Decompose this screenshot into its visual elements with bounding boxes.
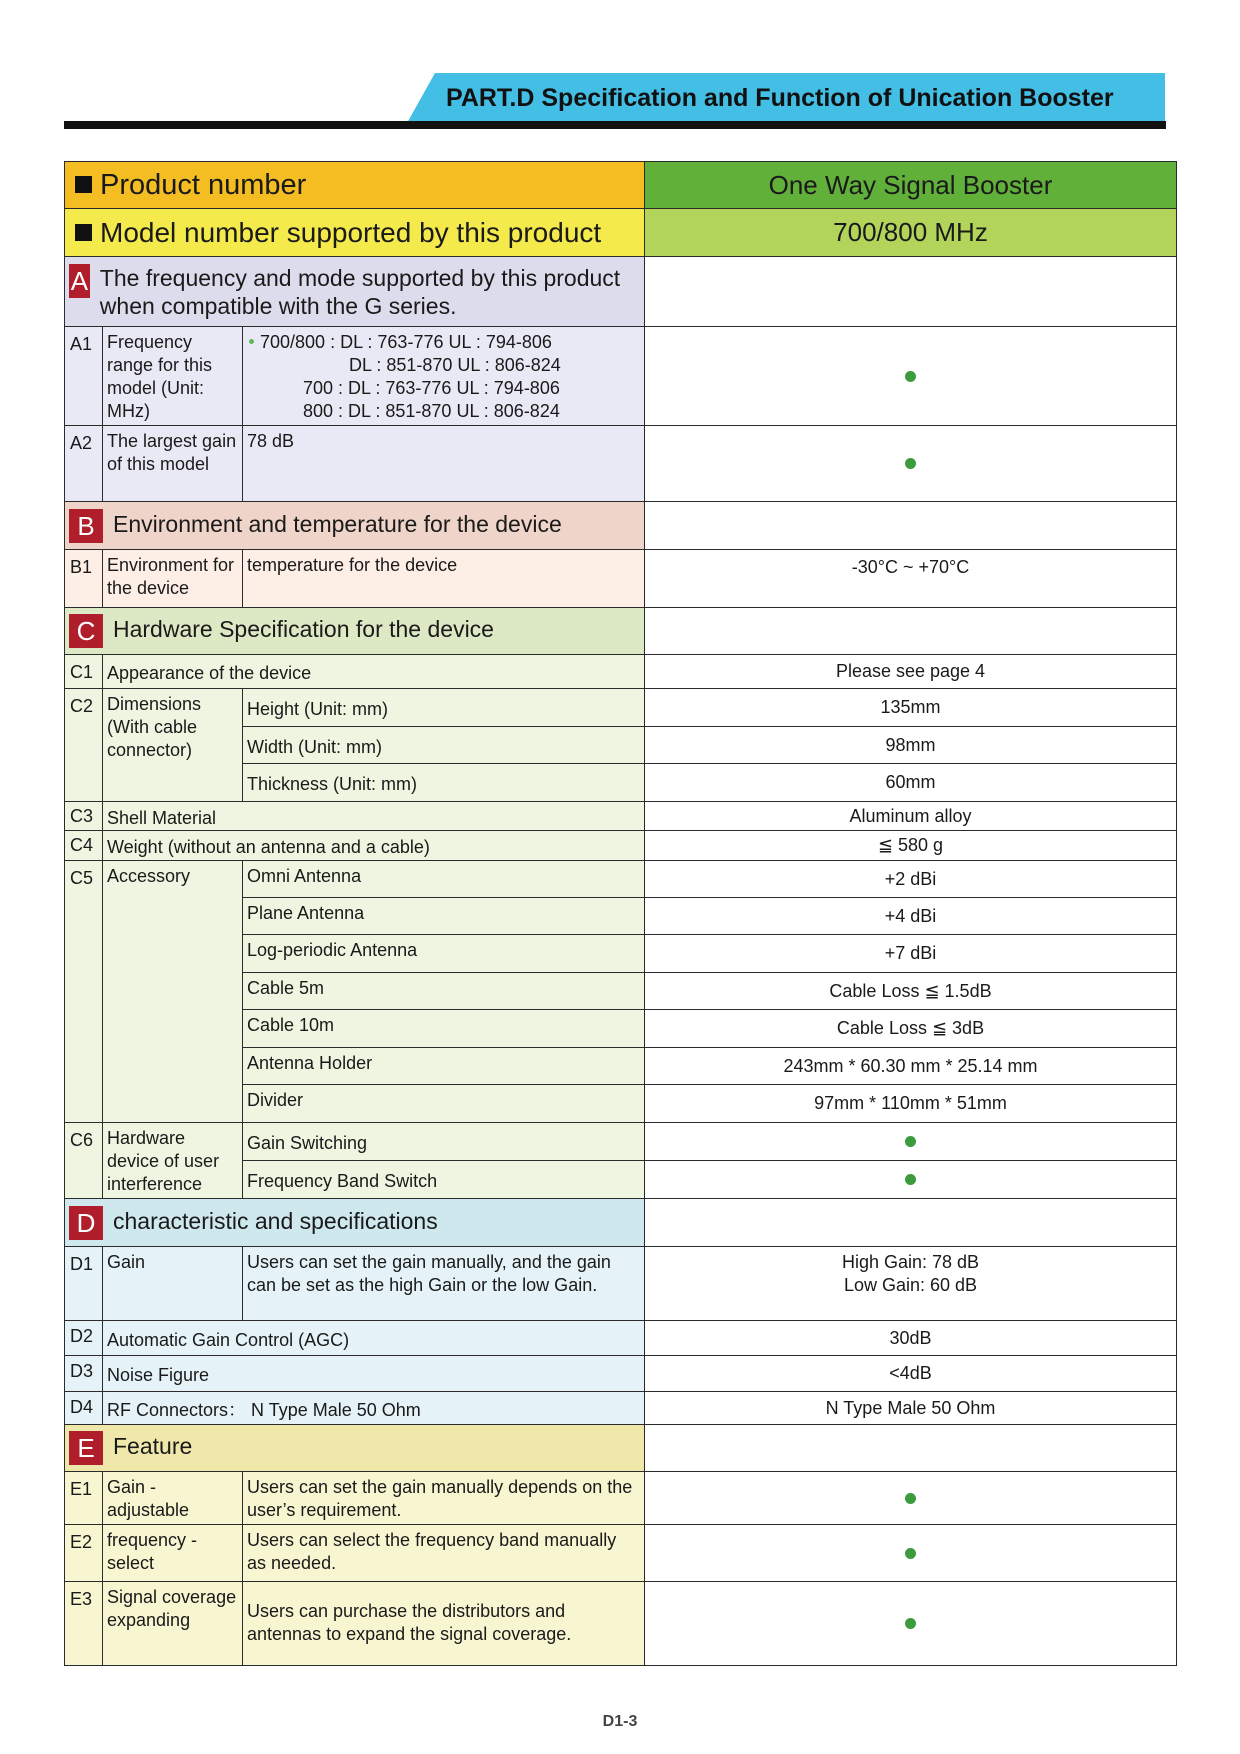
row-label: frequency -select: [103, 1525, 243, 1582]
bullet-icon: [249, 339, 254, 344]
row-label: Accessory: [103, 861, 243, 1123]
model-number-value: 700/800 MHz: [645, 209, 1177, 257]
product-number-row: [65, 162, 1177, 209]
sub-value: 98mm: [645, 727, 1177, 764]
row-code: C6: [65, 1123, 103, 1199]
row-c3: [65, 802, 1177, 831]
section-title: characteristic and specifications: [113, 1207, 438, 1234]
row-desc: 78 dB: [243, 426, 645, 502]
section-c-header: [65, 608, 1177, 655]
sub-label: Divider: [243, 1085, 645, 1123]
row-code: D3: [65, 1356, 103, 1392]
row-value: ≦ 580 g: [645, 831, 1177, 861]
square-bullet-icon: [75, 224, 92, 241]
row-code: C3: [65, 802, 103, 831]
product-number-label: Product number: [65, 162, 645, 209]
row-label: Automatic Gain Control (AGC): [103, 1321, 645, 1356]
supported-dot-icon: [905, 1548, 916, 1559]
row-a1: [65, 327, 1177, 426]
row-label: Frequency range for this model (Unit: MHz): [103, 327, 243, 426]
supported-dot-icon: [905, 1493, 916, 1504]
sub-label: Cable 10m: [243, 1010, 645, 1048]
section-b-header: [65, 502, 1177, 550]
row-d4: [65, 1392, 1177, 1425]
row-code: C1: [65, 655, 103, 689]
row-code: B1: [65, 550, 103, 608]
sub-value: Cable Loss ≦ 1.5dB: [645, 973, 1177, 1010]
row-d2: [65, 1321, 1177, 1356]
row-label: RF Connectors： N Type Male 50 Ohm: [103, 1392, 645, 1425]
row-code: A1: [65, 327, 103, 426]
section-title: Feature: [113, 1433, 193, 1460]
supported-dot-icon: [905, 458, 916, 469]
product-number-value: One Way Signal Booster: [645, 162, 1177, 209]
gain-values: High Gain: 78 dB Low Gain: 60 dB: [645, 1247, 1177, 1321]
sub-value: 60mm: [645, 764, 1177, 802]
row-c2: [65, 689, 1177, 727]
model-number-label: Model number supported by this product: [65, 209, 645, 257]
sub-label: Frequency Band Switch: [243, 1161, 645, 1199]
section-a-header: [65, 257, 1177, 327]
sub-label: Log-periodic Antenna: [243, 935, 645, 973]
row-d3: [65, 1356, 1177, 1392]
row-code: E2: [65, 1525, 103, 1582]
spec-table: [64, 161, 1177, 1666]
square-bullet-icon: [75, 176, 92, 193]
row-e3: [65, 1582, 1177, 1666]
row-label: Appearance of the device: [103, 655, 645, 689]
row-e2: [65, 1525, 1177, 1582]
sub-label: Gain Switching: [243, 1123, 645, 1161]
section-title: The frequency and mode supported by this product when compatible with the G series.: [99, 264, 621, 319]
row-code: A2: [65, 426, 103, 502]
sub-value: Cable Loss ≦ 3dB: [645, 1010, 1177, 1048]
row-label: Noise Figure: [103, 1356, 645, 1392]
row-c6: [65, 1123, 1177, 1161]
row-code: C2: [65, 689, 103, 802]
model-number-row: [65, 209, 1177, 257]
row-code: C4: [65, 831, 103, 861]
sub-label: Thickness (Unit: mm): [243, 764, 645, 802]
section-e-header: [65, 1425, 1177, 1472]
row-label: Hardware device of user interference: [103, 1123, 243, 1199]
row-e1: [65, 1472, 1177, 1525]
supported-dot-icon: [905, 1136, 916, 1147]
row-c5: [65, 861, 1177, 898]
row-label: Dimensions (With cable connector): [103, 689, 243, 802]
sub-label: Plane Antenna: [243, 898, 645, 935]
sub-label: Height (Unit: mm): [243, 689, 645, 727]
row-b1: [65, 550, 1177, 608]
sub-label: Width (Unit: mm): [243, 727, 645, 764]
row-desc: Users can set the gain manually depends on the user’s requirement.: [243, 1472, 645, 1525]
row-label: Gain -adjustable: [103, 1472, 243, 1525]
row-c1: [65, 655, 1177, 689]
section-title: Environment and temperature for the device: [113, 510, 562, 537]
row-value: Aluminum alloy: [645, 802, 1177, 831]
row-value: <4dB: [645, 1356, 1177, 1392]
sub-value: 97mm * 110mm * 51mm: [645, 1085, 1177, 1123]
row-a2: [65, 426, 1177, 502]
row-label: Environment for the device: [103, 550, 243, 608]
sub-label: Cable 5m: [243, 973, 645, 1010]
page-number: D1-3: [602, 1713, 638, 1730]
row-d1: [65, 1247, 1177, 1321]
supported-dot-icon: [905, 371, 916, 382]
row-code: E3: [65, 1582, 103, 1666]
section-d-header: [65, 1199, 1177, 1247]
row-value: N Type Male 50 Ohm: [645, 1392, 1177, 1425]
header-rule: [64, 121, 1166, 129]
sub-value: 135mm: [645, 689, 1177, 727]
row-c4: [65, 831, 1177, 861]
row-label: The largest gain of this model: [103, 426, 243, 502]
supported-dot-icon: [905, 1618, 916, 1629]
sub-value: 243mm * 60.30 mm * 25.14 mm: [645, 1048, 1177, 1085]
frequency-list: 700/800 : DL : 763-776 UL : 794-806 DL : 851-870 UL : 806-824 700 : DL : 763-776 UL : 794-806 800 : DL : 851-870 UL : 806-824: [243, 327, 645, 426]
section-badge: A: [70, 265, 89, 296]
row-desc: temperature for the device: [243, 550, 645, 608]
row-label: Signal coverage expanding: [103, 1582, 243, 1666]
section-badge: C: [69, 614, 103, 648]
row-value: Please see page 4: [645, 655, 1177, 689]
supported-dot-icon: [905, 1174, 916, 1185]
section-badge: B: [69, 509, 103, 543]
row-code: D4: [65, 1392, 103, 1425]
row-desc: Users can set the gain manually, and the gain can be set as the high Gain or the low Gain.: [243, 1247, 645, 1321]
row-code: E1: [65, 1472, 103, 1525]
row-value: 30dB: [645, 1321, 1177, 1356]
row-code: C5: [65, 861, 103, 1123]
section-title: Hardware Specification for the device: [113, 616, 494, 643]
section-badge: D: [69, 1206, 103, 1240]
sub-value: +4 dBi: [645, 898, 1177, 935]
row-value: -30°C ~ +70°C: [645, 550, 1177, 608]
sub-value: +2 dBi: [645, 861, 1177, 898]
row-code: D2: [65, 1321, 103, 1356]
sub-value: +7 dBi: [645, 935, 1177, 973]
sub-label: Omni Antenna: [243, 861, 645, 898]
sub-label: Antenna Holder: [243, 1048, 645, 1085]
page-title: PART.D Specification and Function of Unication Booster: [446, 84, 1114, 112]
row-label: Gain: [103, 1247, 243, 1321]
section-badge: E: [69, 1431, 103, 1465]
row-label: Shell Material: [103, 802, 645, 831]
row-code: D1: [65, 1247, 103, 1321]
row-label: Weight (without an antenna and a cable): [103, 831, 645, 861]
row-desc: Users can select the frequency band manually as needed.: [243, 1525, 645, 1582]
row-desc: Users can purchase the distributors and antennas to expand the signal coverage.: [243, 1582, 645, 1666]
